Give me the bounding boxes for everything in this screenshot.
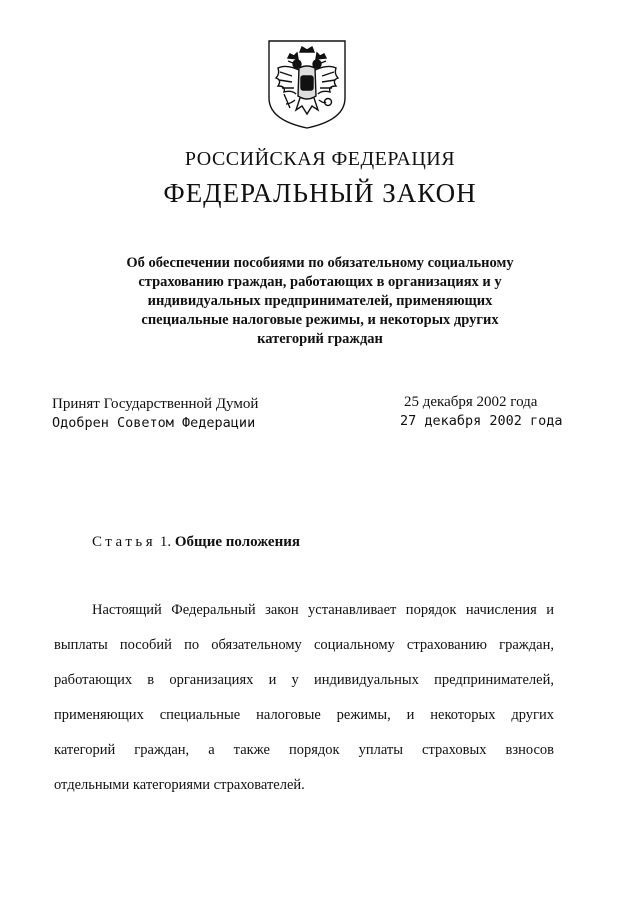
article-name: Общие положения xyxy=(174,534,300,550)
body-line: категорий граждан, а также порядок уплаты страховых взносов xyxy=(54,742,554,758)
law-title-line: страхованию граждан, работающих в организациях и у xyxy=(138,274,502,290)
law-title-line: категорий граждан xyxy=(257,331,383,347)
law-title-line: Об обеспечении пособиями по обязательному социальному xyxy=(126,255,514,271)
russian-coat-of-arms-icon xyxy=(266,38,348,130)
law-title-line: специальные налоговые режимы, и некоторых других xyxy=(141,312,499,328)
duma-adoption-label: Принят Государственной Думой xyxy=(52,396,259,412)
council-approval-label: Одобрен Советом Федерации xyxy=(52,415,256,431)
body-line: работающих в организациях и у индивидуальных предпринимателей, xyxy=(54,672,554,688)
body-line: выплаты пособий по обязательному социальному страхованию граждан, xyxy=(54,637,554,653)
article-heading xyxy=(92,534,300,551)
article-number: 1. xyxy=(159,534,172,550)
body-line: применяющих специальные налоговые режимы, и некоторых других xyxy=(54,707,554,723)
duma-adoption-date: 25 декабря 2002 года xyxy=(404,394,538,410)
body-line: Настоящий Федеральный закон устанавливает порядок начисления и xyxy=(92,602,554,618)
law-title-line: индивидуальных предпринимателей, применяющих xyxy=(147,293,493,309)
body-line: отдельными категориями страхователей. xyxy=(54,777,305,793)
law-title xyxy=(80,254,560,349)
council-approval-date: 27 декабря 2002 года xyxy=(400,413,563,429)
article-body xyxy=(54,598,554,808)
document-type-heading: ФЕДЕРАЛЬНЫЙ ЗАКОН xyxy=(163,178,477,208)
article-word: Статья xyxy=(92,534,157,550)
country-heading: РОССИЙСКАЯ ФЕДЕРАЦИЯ xyxy=(184,148,456,170)
